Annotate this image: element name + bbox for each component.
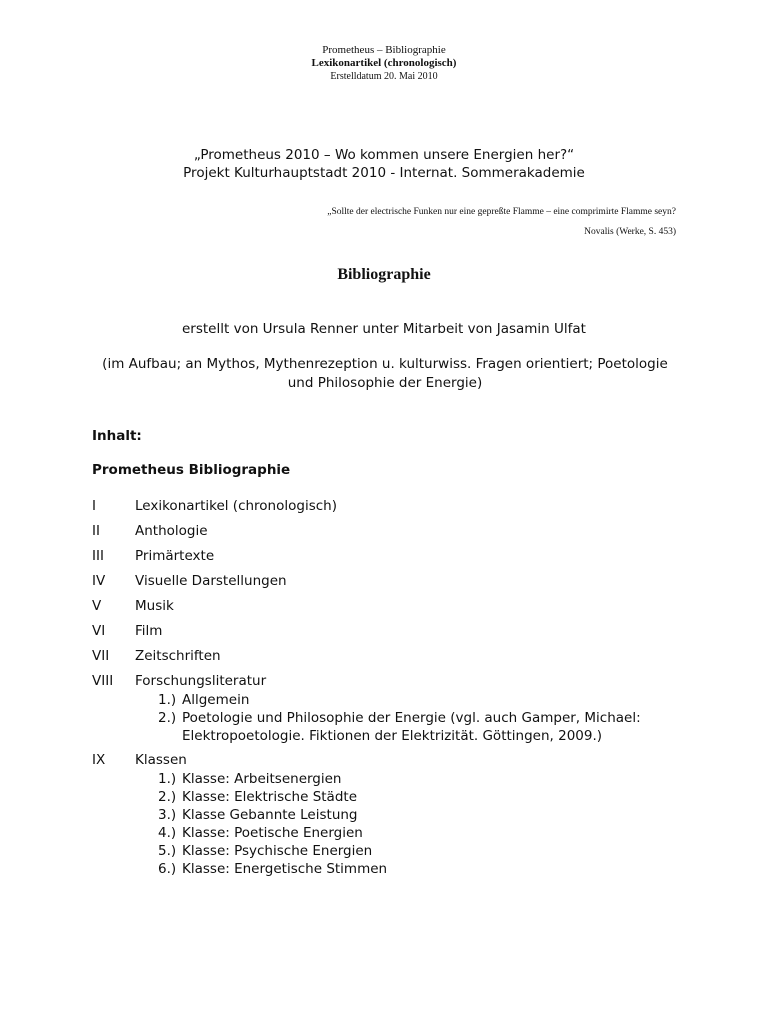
toc-entry: [92, 647, 692, 666]
scope-note: (im Aufbau; an Mythos, Mythenrezeption u. kulturwiss. Fragen orientiert; Poetologie und Philosophie der Energie): [102, 356, 668, 391]
header-subtitle: Lexikonartikel (chronologisch): [311, 57, 457, 69]
toc-entry-number: IX: [92, 752, 106, 768]
contents-label: Inhalt:: [92, 428, 142, 444]
toc-subentry-label: Poetologie und Philosophie der Energie (vgl. auch Gamper, Michael: Elektropoetologie. Fiktionen der Elektrizität. Göttingen, 2009.): [182, 710, 641, 744]
toc-subentry-label: Klasse: Poetische Energien: [182, 825, 363, 841]
toc-subentry: [158, 770, 692, 788]
toc-subentry-number: 6.): [158, 861, 177, 877]
toc-entry-label: Anthologie: [135, 523, 208, 539]
toc-sublist: [92, 770, 692, 878]
toc-entry: [92, 672, 692, 691]
toc-subentry: [158, 788, 692, 806]
toc-entry-label: Forschungsliteratur: [135, 673, 267, 689]
section-heading: Prometheus Bibliographie: [92, 462, 291, 478]
epigraph: [116, 206, 676, 238]
toc-subentry-label: Klasse: Arbeitsenergien: [182, 771, 342, 787]
toc-subentry: [158, 860, 692, 878]
toc-entry: [92, 751, 692, 770]
toc-subentry-number: 3.): [158, 807, 177, 823]
toc-entry-number: II: [92, 523, 100, 539]
toc-entry: [92, 522, 692, 541]
toc-subentry-label: Allgemein: [182, 692, 250, 708]
toc-subentry-number: 1.): [158, 771, 177, 787]
toc-entry-label: Primärtexte: [135, 548, 215, 564]
toc-entry: [92, 622, 692, 641]
toc-entry-label: Film: [135, 623, 163, 639]
toc-subentry: [158, 709, 692, 745]
toc-entry-number: VI: [92, 623, 106, 639]
epigraph-source: Novalis (Werke, S. 453): [584, 227, 676, 237]
toc-entry-number: I: [92, 498, 96, 514]
toc-subentry: [158, 691, 692, 709]
project-subtitle: Projekt Kulturhauptstadt 2010 - Internat. Sommerakademie: [183, 165, 585, 181]
toc-entry-label: Visuelle Darstellungen: [135, 573, 287, 589]
bibliography-heading: Bibliographie: [337, 266, 431, 283]
header-title: Prometheus – Bibliographie: [322, 44, 446, 56]
epigraph-text: „Sollte der electrische Funken nur eine gepreßte Flamme – eine comprimirte Flamme seyn?: [327, 207, 676, 217]
toc-entry-label: Klassen: [135, 752, 187, 768]
toc-subentry-label: Klasse: Elektrische Städte: [182, 789, 357, 805]
toc-subentry-number: 2.): [158, 710, 177, 726]
toc-sublist: [92, 691, 692, 745]
toc-entry-number: IV: [92, 573, 106, 589]
page-header: [0, 44, 768, 83]
toc-entry: [92, 597, 692, 616]
toc-entry-number: VII: [92, 648, 110, 664]
toc-entry-number: III: [92, 548, 104, 564]
project-title-block: [0, 146, 768, 182]
toc-subentry-number: 5.): [158, 843, 177, 859]
toc-entry-number: VIII: [92, 673, 114, 689]
toc-subentry-number: 1.): [158, 692, 177, 708]
toc-entry: [92, 497, 692, 516]
toc-entry: [92, 572, 692, 591]
toc-entry-label: Zeitschriften: [135, 648, 221, 664]
toc-entry-number: V: [92, 598, 102, 614]
toc-entry-label: Lexikonartikel (chronologisch): [135, 498, 337, 514]
table-of-contents: [92, 497, 692, 884]
toc-subentry: [158, 806, 692, 824]
toc-subentry-number: 4.): [158, 825, 177, 841]
project-title: „Prometheus 2010 – Wo kommen unsere Energien her?“: [193, 147, 575, 163]
toc-subentry-label: Klasse: Energetische Stimmen: [182, 861, 388, 877]
authors-line: erstellt von Ursula Renner unter Mitarbeit von Jasamin Ulfat: [182, 321, 586, 337]
toc-subentry-label: Klasse Gebannte Leistung: [182, 807, 358, 823]
toc-subentry-number: 2.): [158, 789, 177, 805]
toc-entry-label: Musik: [135, 598, 174, 614]
toc-subentry-label: Klasse: Psychische Energien: [182, 843, 373, 859]
toc-entry: [92, 547, 692, 566]
header-date: Erstelldatum 20. Mai 2010: [330, 71, 438, 82]
toc-subentry: [158, 824, 692, 842]
toc-subentry: [158, 842, 692, 860]
